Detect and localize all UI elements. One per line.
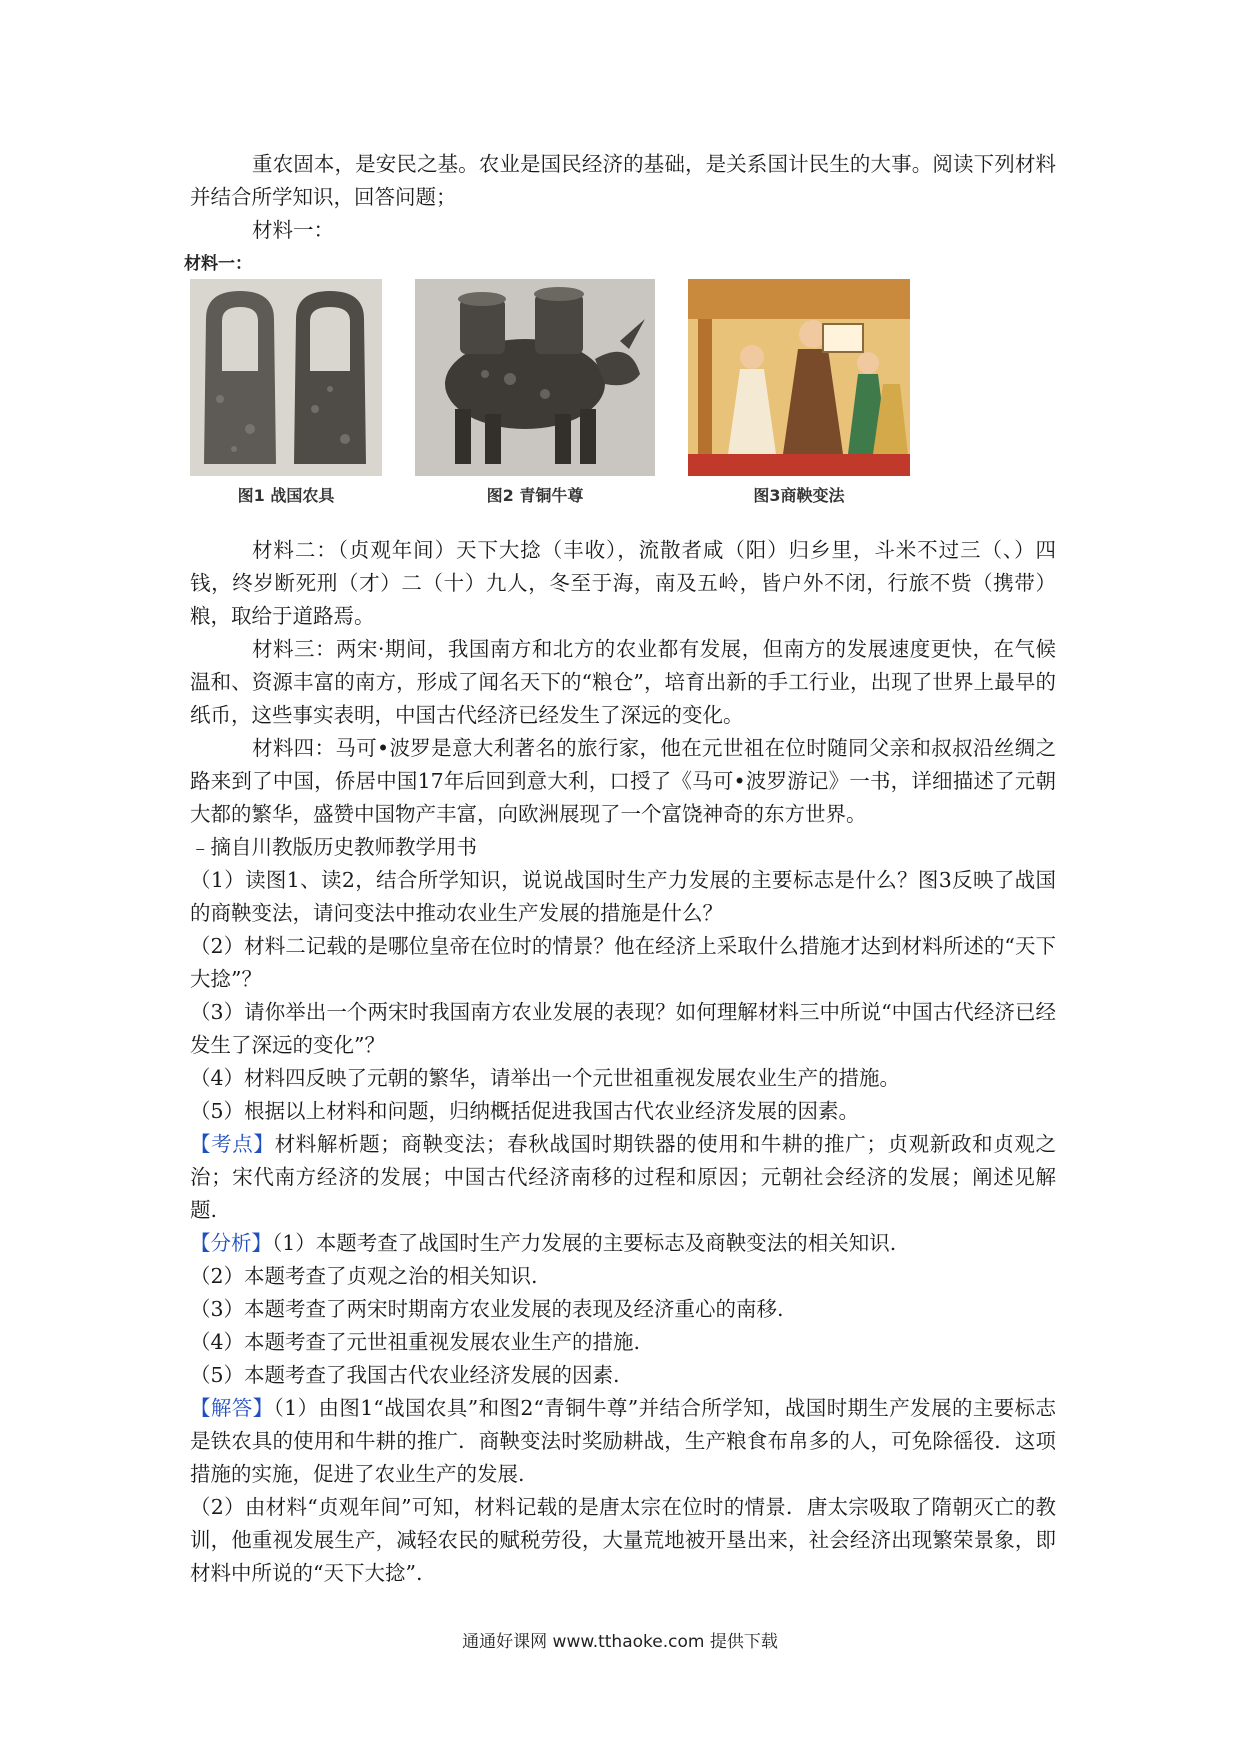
question-5: （5）根据以上材料和问题，归纳概括促进我国古代农业经济发展的因素。 (190, 1099, 860, 1123)
jieda-tag: 【解答】 (190, 1396, 274, 1420)
figure-label: 材料一： (184, 254, 252, 274)
kaodian-text: 材料解析题；商鞅变法；春秋战国时期铁器的使用和牛耕的推广；贞观新政和贞观之治；宋代南方经济的发展；中国古代经济南移的过程和原因；元朝社会经济的发展；阐述见解题. (190, 1132, 1057, 1222)
bronze-ox-zun-photo (415, 279, 655, 476)
question-1: （1）读图1、读2，结合所学知识，说说战国时生产力发展的主要标志是什么？图3反映了战国的商鞅变法，请问变法中推动农业生产发展的措施是什么？ (190, 868, 1056, 925)
fenxi-item-4: （4）本题考查了元世祖重视发展农业生产的措施. (190, 1330, 641, 1354)
fenxi-item-5: （5）本题考查了我国古代农业经济发展的因素. (190, 1363, 620, 1387)
figure-1-image (190, 279, 382, 476)
iron-farm-tools-photo (190, 279, 382, 476)
figure-3-image (688, 279, 910, 476)
shang-yang-reform-painting (688, 279, 910, 476)
fenxi-item-3: （3）本题考查了两宋时期南方农业发展的表现及经济重心的南移. (190, 1297, 784, 1321)
question-4: （4）材料四反映了元朝的繁华，请举出一个元世祖重视发展农业生产的措施。 (190, 1066, 901, 1090)
fenxi-item-2: （2）本题考查了贞观之治的相关知识. (190, 1264, 538, 1288)
material3-paragraph: 材料三：两宋·期间，我国南方和北方的农业都有发展，但南方的发展速度更快，在气候温和、资源丰富的南方，形成了闻名天下的“粮仓”，培育出新的手工行业，出现了世界上最早的纸币，这些事实表明，中国古代经济已经发生了深远的变化。 (190, 637, 1056, 727)
jieda-section (190, 1392, 1056, 1491)
source-line: ﹣摘自川教版历史教师教学用书 (190, 835, 477, 859)
material2-paragraph: 材料二：（贞观年间）天下大捻（丰收），流散者咸（阳）归乡里，斗米不过三（、）四钱，终岁断死刑（才）二（十）九人，冬至于海，南及五岭，皆户外不闭，行旅不赀（携带）粮，取给于道路焉。 (190, 538, 1056, 628)
jieda-item-2: （2）由材料“贞观年间”可知，材料记载的是唐太宗在位时的情景．唐太宗吸取了隋朝灭亡的教训，他重视发展生产，减轻农民的赋税劳役，大量荒地被开垦出来，社会经济出现繁荣景象，即材料中所说的“天下大捻”. (190, 1495, 1056, 1585)
fenxi-item-1: （1）本题考查了战国时生产力发展的主要标志及商鞅变法的相关知识. (272, 1231, 897, 1255)
jieda-item-1: （1）由图1“战国农具”和图2“青铜牛尊”并结合所学知，战国时期生产发展的主要标志是铁农具的使用和牛耕的推广．商鞅变法时奖励耕战，生产粮食布帛多的人，可免除徭役．这项措施的实施，促进了农业生产的发展. (190, 1396, 1056, 1486)
kaodian-section (190, 1128, 1056, 1227)
document-body (184, 148, 1057, 1590)
material1-figures (184, 249, 1056, 534)
figure-3-caption: 图3商鞅变法 (753, 486, 845, 505)
page-footer: 通通好课网 www.tthaoke.com 提供下载 (462, 1632, 778, 1652)
figure-2-image (415, 279, 655, 476)
fenxi-tag: 【分析】 (190, 1231, 272, 1255)
material4-paragraph: 材料四：马可•波罗是意大利著名的旅行家，他在元世祖在位时随同父亲和叔叔沿丝绸之路来到了中国，侨居中国17年后回到意大利，口授了《马可•波罗游记》一书，详细描述了元朝大都的繁华，盛赞中国物产丰富，向欧洲展现了一个富饶神奇的东方世界。 (190, 736, 1056, 826)
figure-2-caption: 图2 青铜牛尊 (486, 486, 584, 505)
question-3: （3）请你举出一个两宋时我国南方农业发展的表现？如何理解材料三中所说“中国古代经济已经发生了深远的变化”？ (190, 1000, 1056, 1057)
question-2: （2）材料二记载的是哪位皇帝在位时的情景？他在经济上采取什么措施才达到材料所述的“天下大捻”？ (190, 934, 1056, 991)
figure-1-caption: 图1 战国农具 (237, 486, 335, 505)
kaodian-tag: 【考点】 (190, 1132, 275, 1156)
material1-heading: 材料一： (252, 218, 334, 242)
intro-paragraph: 重农固本，是安民之基。农业是国民经济的基础，是关系国计民生的大事。阅读下列材料并结合所学知识，回答问题； (190, 152, 1056, 209)
fenxi-section (190, 1227, 1056, 1260)
